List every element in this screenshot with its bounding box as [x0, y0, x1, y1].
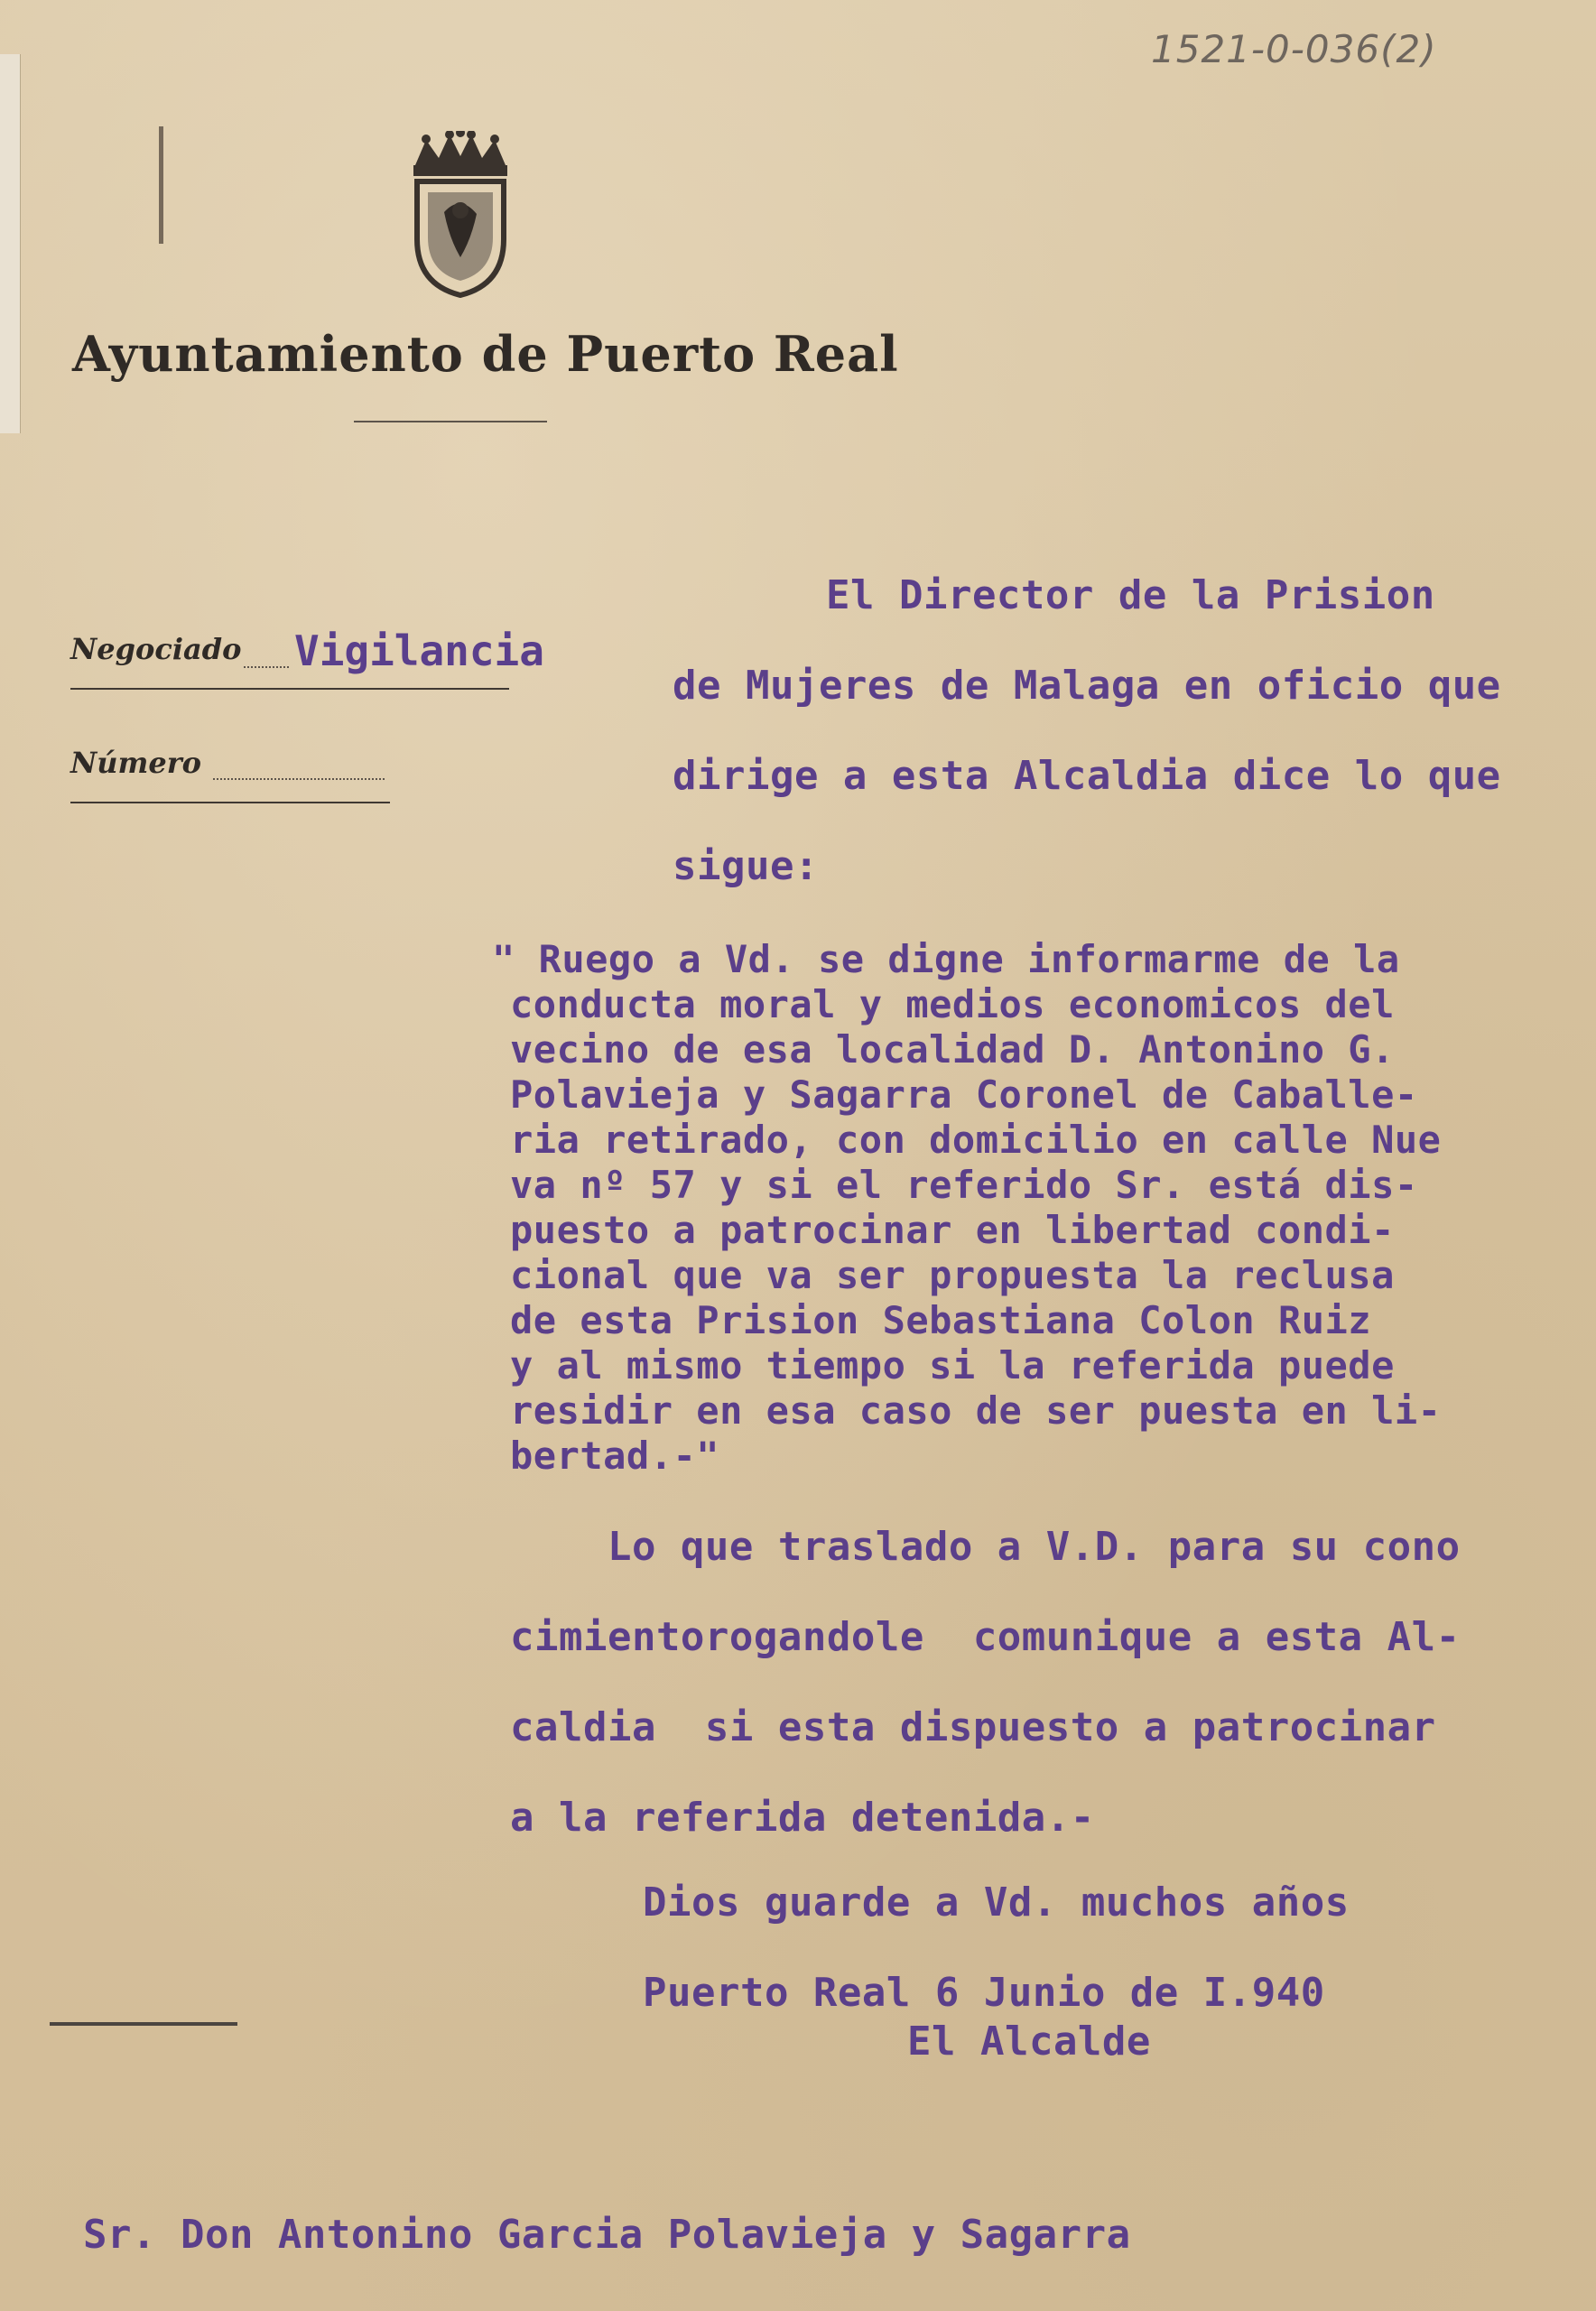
intro-line: de Mujeres de Malaga en oficio que [673, 663, 1501, 709]
letterhead-rule [354, 421, 547, 422]
numero-label: Número [70, 746, 201, 780]
request-line: Lo que traslado a V.D. para su cono [510, 1524, 1461, 1570]
signatory: El Alcalde [907, 2019, 1151, 2065]
quote-line: " Ruego a Vd. se digne informarme de la [492, 937, 1400, 981]
quote-line: residir en esa caso de ser puesta en li- [510, 1388, 1442, 1433]
intro-line: dirige a esta Alcaldia dice lo que [673, 753, 1501, 799]
quote-line: cional que va ser propuesta la reclusa [510, 1253, 1395, 1297]
quote-line: y al mismo tiempo si la referida puede [510, 1343, 1395, 1388]
request-line: a la referida detenida.- [510, 1795, 1095, 1841]
numero-rule [70, 802, 390, 803]
quote-line: va nº 57 y si el referido Sr. está dis- [510, 1163, 1418, 1207]
quote-line: bertad.-" [510, 1434, 720, 1478]
recipient: Sr. Don Antonino Garcia Polavieja y Sagarra [83, 2212, 1131, 2258]
archive-reference: 1521-0-036(2) [1151, 27, 1437, 71]
request-line: caldia si esta dispuesto a patrocinar [510, 1704, 1436, 1750]
closing-line: Dios guarde a Vd. muchos años [643, 1879, 1350, 1926]
negociado-dots [244, 666, 289, 668]
intro-line: sigue: [673, 843, 819, 889]
numero-dots [213, 778, 385, 780]
quote-line: vecino de esa localidad D. Antonino G. [510, 1027, 1395, 1072]
quote-line: Polavieja y Sagarra Coronel de Caballe- [510, 1072, 1418, 1117]
margin-mark [159, 126, 163, 244]
request-line: cimientorogandole comunique a esta Al- [510, 1614, 1461, 1660]
signature-rule [50, 2022, 237, 2026]
quote-line: conducta moral y medios economicos del [510, 982, 1395, 1026]
quote-line: de esta Prision Sebastiana Colon Ruiz [510, 1298, 1372, 1342]
letterhead-title: Ayuntamiento de Puerto Real [72, 325, 899, 383]
quote-line: ria retirado, con domicilio en calle Nue [510, 1118, 1442, 1162]
negociado-rule [70, 688, 509, 690]
quote-line: puesto a patrocinar en libertad condi- [510, 1208, 1395, 1252]
negociado-label: Negociado [70, 632, 242, 666]
coat-of-arms-icon [408, 131, 513, 298]
place-date: Puerto Real 6 Junio de I.940 [643, 1970, 1325, 2016]
paper-edge-tab [0, 54, 21, 433]
intro-line: El Director de la Prision [826, 572, 1435, 618]
negociado-value: Vigilancia [294, 626, 544, 675]
